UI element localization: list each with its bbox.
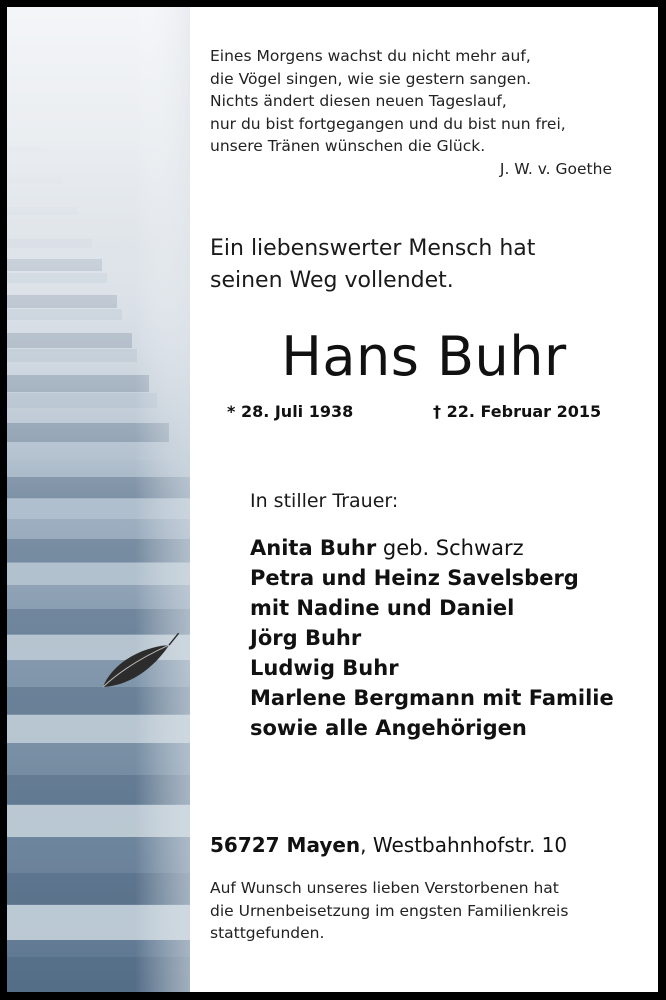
goethe-poem [210, 45, 620, 181]
death-date: † 22. Februar 2015 [433, 402, 602, 421]
obituary-card [7, 7, 658, 992]
address-city: 56727 Mayen [210, 833, 361, 857]
address-street: , Westbahnhofstr. 10 [360, 833, 568, 857]
note-line: Auf Wunsch unseres lieben Verstorbenen hat [210, 879, 559, 897]
poem-author: J. W. v. Goethe [499, 159, 612, 178]
stairs-illustration [7, 7, 190, 992]
note-line: stattgefunden. [210, 924, 325, 943]
family-list [250, 533, 650, 743]
intro-text [210, 233, 630, 297]
poem-line: die Vögel singen, wie sie gestern sangen. [210, 69, 532, 88]
address [210, 833, 567, 857]
deceased-name: Hans Buhr [281, 325, 567, 388]
poem-line: nur du bist fortgegangen und du bist nun frei, [210, 114, 566, 133]
family-member: Jörg Buhr [250, 626, 362, 650]
stairs-with-leaf-photo [7, 7, 190, 992]
family-member: mit Nadine und Daniel [250, 596, 515, 620]
note-line: die Urnenbeisetzung im engsten Familienkreis [210, 901, 569, 920]
mourning-heading: In stiller Trauer: [250, 490, 399, 512]
family-member: Marlene Bergmann mit Familie [250, 686, 614, 710]
family-member-name: Anita Buhr [250, 536, 377, 560]
poem-line: Nichts ändert diesen neuen Tageslauf, [210, 92, 507, 111]
poem-line: unsere Tränen wünschen die Glück. [210, 137, 486, 156]
intro-line: Ein liebenswerter Mensch hat [210, 236, 536, 261]
family-member: sowie alle Angehörigen [250, 716, 527, 740]
intro-line: seinen Weg vollendet. [210, 268, 454, 293]
maiden-name: geb. Schwarz [376, 536, 524, 560]
birth-date: * 28. Juli 1938 [227, 402, 354, 421]
funeral-note [210, 877, 640, 945]
family-member: Ludwig Buhr [250, 656, 399, 680]
family-member: Petra und Heinz Savelsberg [250, 566, 579, 590]
family-member [250, 533, 650, 563]
poem-line: Eines Morgens wachst du nicht mehr auf, [210, 47, 531, 65]
